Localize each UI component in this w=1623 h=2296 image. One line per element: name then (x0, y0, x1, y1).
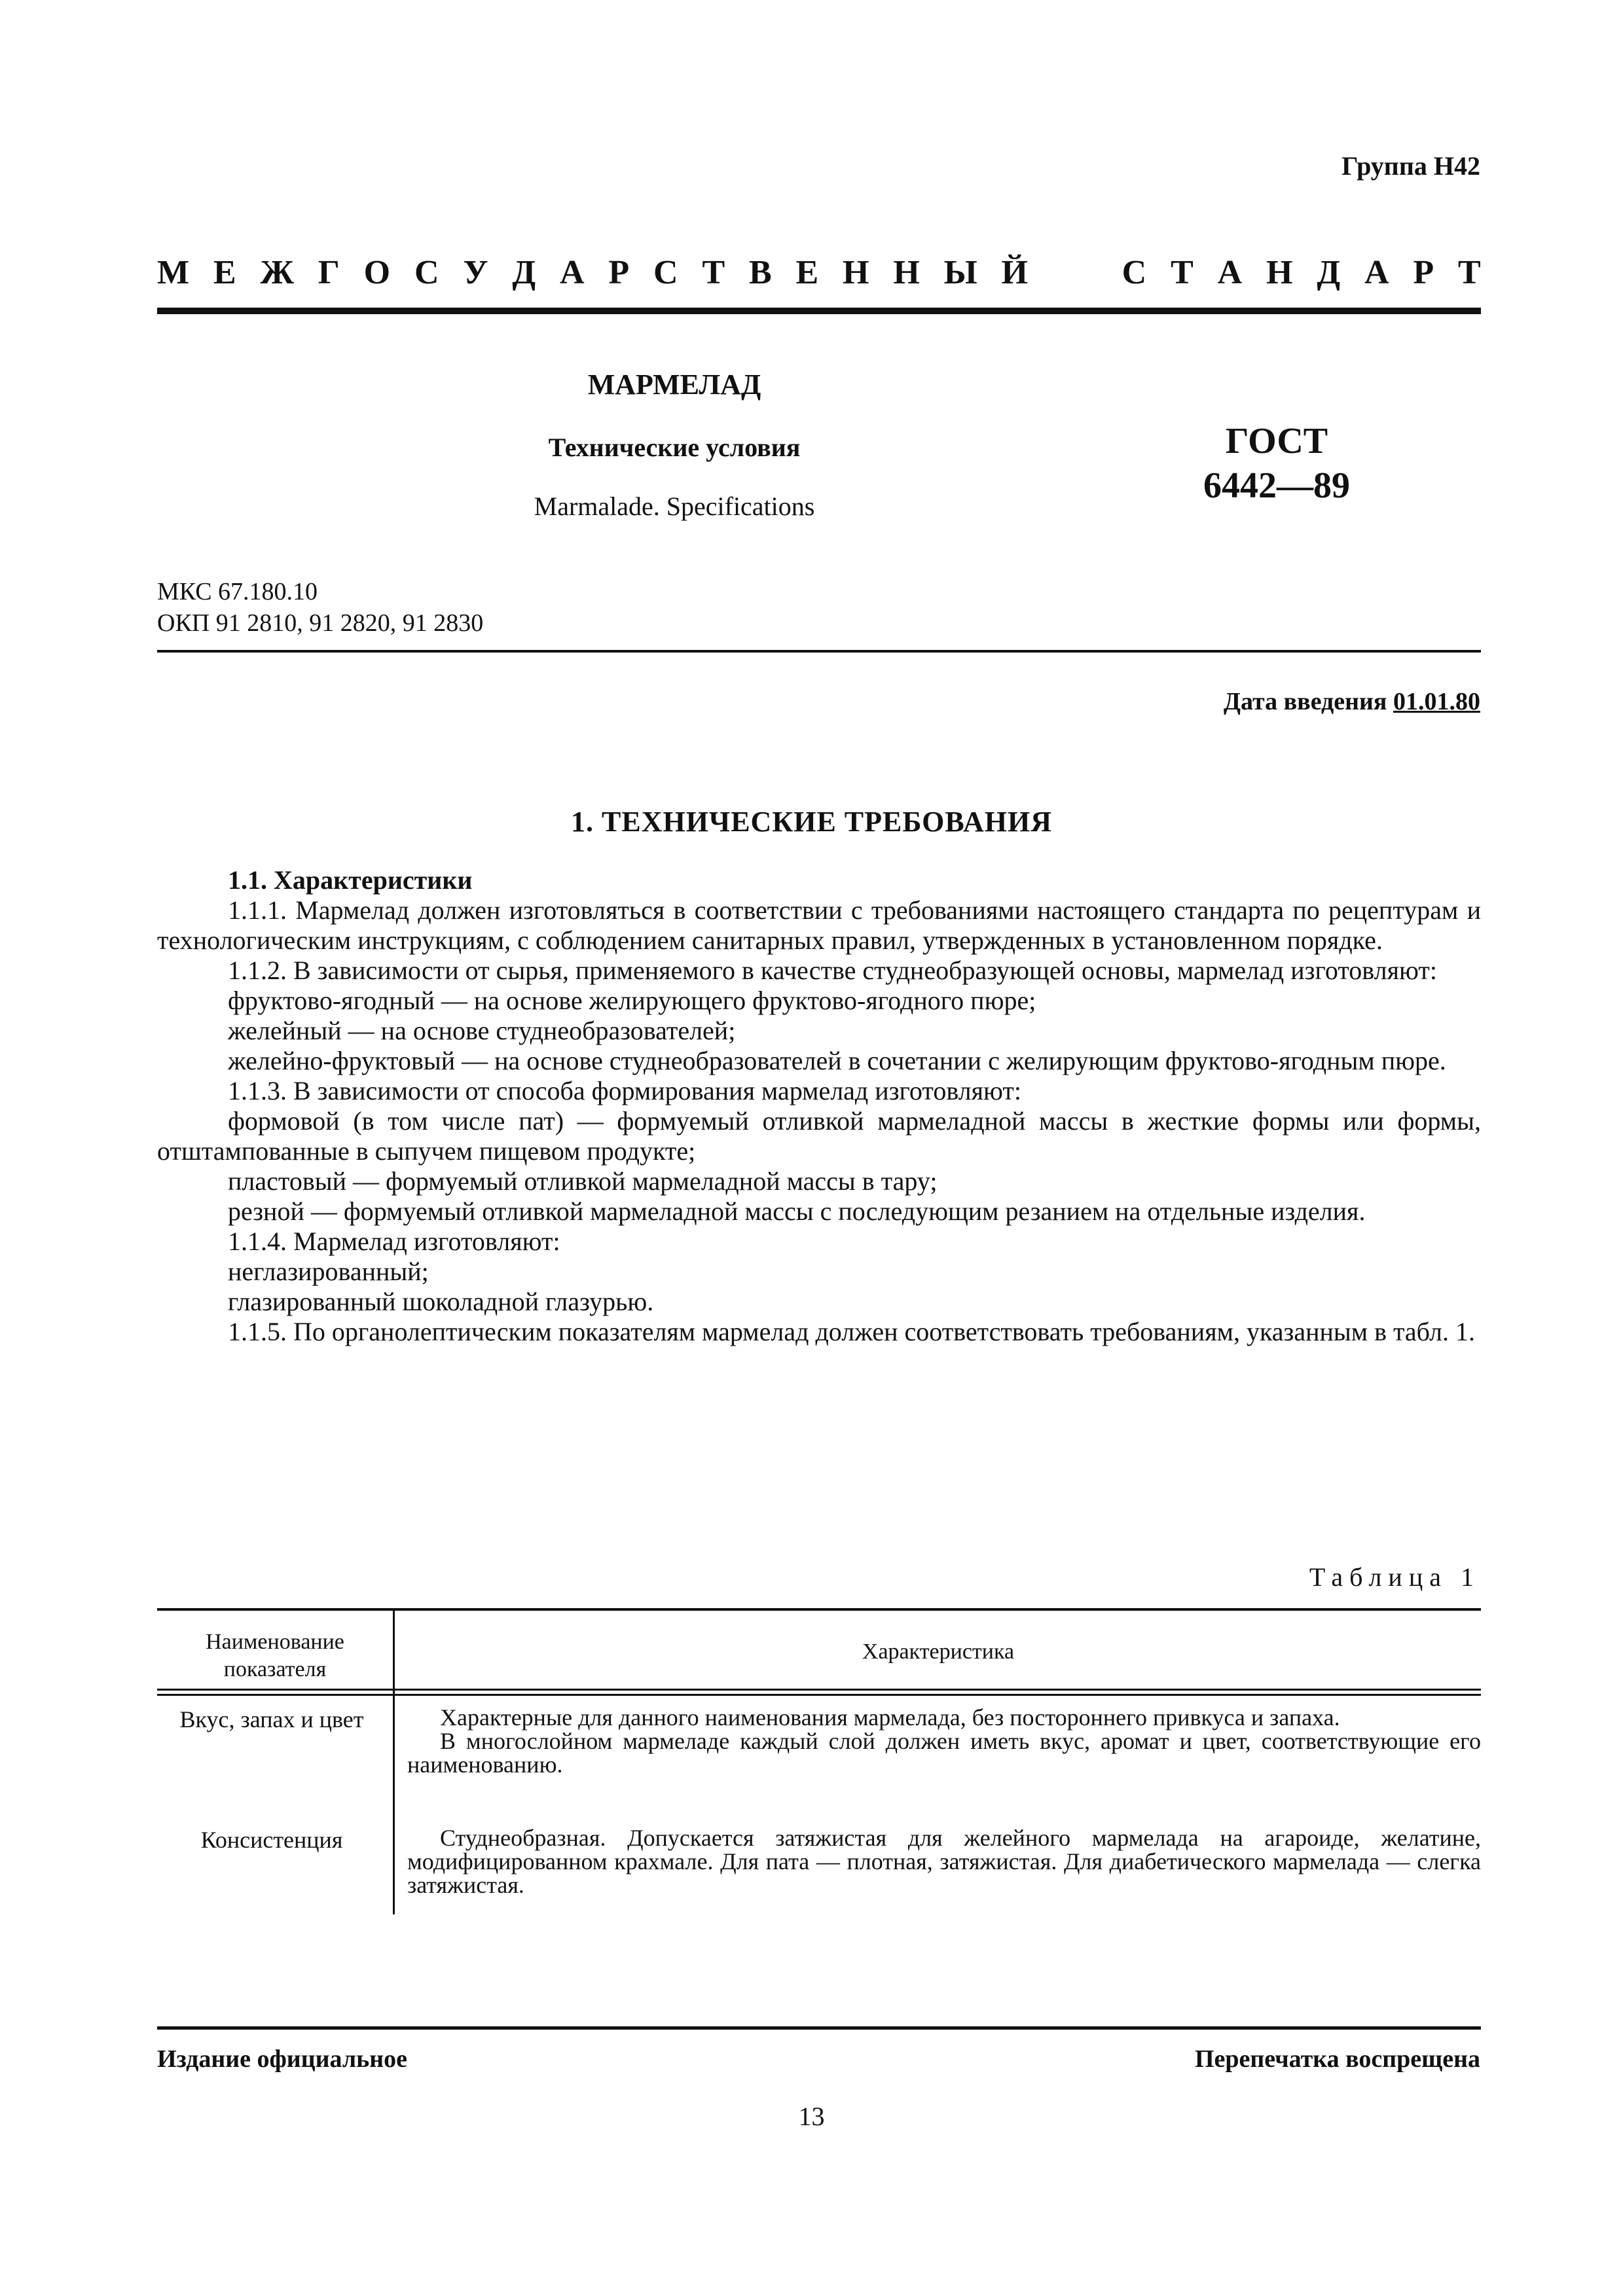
page-number: 13 (798, 2102, 825, 2131)
body-paragraph: резной — формуемый отливкой мармеладной массы с последующим резанием на отдельные изделия. (228, 1196, 1366, 1226)
footer-official-edition: Издание официальное (157, 2045, 408, 2073)
body-paragraph: 1.1.2. В зависимости от сырья, применяемого в качестве студнеобразующей основы, мармелад изготовляют: (228, 956, 1437, 985)
table-header-rule (157, 1694, 1481, 1696)
gost-identifier (1139, 419, 1414, 508)
body-paragraph: желейный — на основе студнеобразователей; (228, 1016, 736, 1045)
banner-letter: А (1364, 253, 1389, 291)
body-paragraph: 1.1.4. Мармелад изготовляют: (228, 1227, 560, 1256)
table-row-text (407, 1706, 1481, 1776)
banner-letter: Г (318, 253, 340, 291)
banner-letter: Е (795, 253, 819, 291)
body-paragraph: глазированный шоколадной глазурью. (228, 1287, 654, 1316)
banner-letter: С (414, 253, 439, 291)
header-divider (157, 308, 1481, 314)
standard-banner (157, 253, 1481, 292)
body-paragraph: 1.1.3. В зависимости от способа формирования мармелад изготовляют: (228, 1076, 1021, 1105)
table-header-indicator: Наименование показателя (206, 1630, 344, 1681)
banner-letter: Н (843, 253, 869, 291)
body-paragraph: формовой (в том числе пат) — формуемый отливкой мармеладной массы в жесткие формы или формы, отштампованные в сыпучем пищевом продукте; (157, 1106, 1481, 1166)
banner-letter: С (653, 253, 678, 291)
table-cell-paragraph: Характерные для данного наименования мармелада, без постороннего привкуса и запаха. (440, 1704, 1340, 1731)
introduction-date (1224, 687, 1480, 716)
document-subtitle: Технические условия (548, 433, 801, 462)
codes-divider (157, 650, 1481, 653)
banner-letter: Н (1266, 253, 1293, 291)
banner-letter: У (463, 253, 488, 291)
document-title: МАРМЕЛАД (587, 368, 761, 401)
banner-letter: Р (608, 253, 630, 291)
introduction-date-label: Дата введения (1223, 688, 1393, 715)
table-header-characteristic: Характеристика (862, 1640, 1015, 1664)
section-body (157, 865, 1481, 1347)
banner-letter: Е (213, 253, 236, 291)
table-row-label: Консистенция (200, 1827, 343, 1853)
body-paragraph: 1.1.5. По органолептическим показателям мармелад должен соответствовать требованиям, указанным в табл. 1. (228, 1317, 1475, 1346)
mks-code: МКС 67.180.10 (157, 578, 318, 605)
banner-letter: Т (1457, 253, 1481, 291)
table-header-rule (157, 1689, 1481, 1691)
document-subtitle-english: Marmalade. Specifications (534, 492, 815, 521)
subsection-heading: 1.1. Характеристики (228, 865, 473, 895)
gost-number: 6442—89 (1203, 465, 1350, 506)
table-caption: Таблица 1 (1309, 1562, 1480, 1592)
body-paragraph: фруктово-ягодный — на основе желирующего фруктово-ягодного пюре; (228, 986, 1036, 1015)
footer-reprint-notice: Перепечатка воспрещена (1194, 2045, 1480, 2073)
banner-letter: Ж (260, 253, 294, 291)
banner-letter: Й (1001, 253, 1028, 291)
banner-letter: В (748, 253, 772, 291)
banner-letter: М (157, 253, 190, 291)
banner-letter: Т (702, 253, 725, 291)
banner-letter: Д (512, 253, 536, 291)
okp-code: ОКП 91 2810, 91 2820, 91 2830 (157, 609, 484, 637)
section-title: 1. ТЕХНИЧЕСКИЕ ТРЕБОВАНИЯ (571, 806, 1052, 838)
footer-divider (157, 2026, 1481, 2030)
banner-letter: А (1217, 253, 1243, 291)
body-paragraph: желейно-фруктовый — на основе студнеобразователей в сочетании с желирующим фруктово-ягодным пюре. (228, 1046, 1446, 1075)
table-cell-paragraph: В многослойном мармеладе каждый слой должен иметь вкус, аромат и цвет, соответствующие его наименованию. (407, 1728, 1481, 1778)
gost-label: ГОСТ (1225, 421, 1328, 461)
body-paragraph: неглазированный; (228, 1257, 429, 1286)
body-paragraph: 1.1.1. Мармелад должен изготовляться в соответствии с требованиями настоящего стандарта по рецептурам и технологическим инструкциям, с соблюдением санитарных правил, утвержденных в установленном порядке. (157, 895, 1481, 955)
table-row-text (407, 1826, 1481, 1897)
banner-letter: Ы (943, 253, 977, 291)
group-label: Группа Н42 (1341, 151, 1480, 181)
table-column-divider (393, 1611, 395, 1914)
banner-letter: О (363, 253, 391, 291)
body-paragraph: пластовый — формуемый отливкой мармеладной массы в тару; (228, 1166, 938, 1196)
table-row-label: Вкус, запах и цвет (179, 1706, 364, 1732)
banner-letter: Д (1317, 253, 1341, 291)
introduction-date-value: 01.01.80 (1393, 688, 1480, 715)
table-top-rule (157, 1608, 1481, 1611)
table-cell-paragraph: Студнеобразная. Допускается затяжистая для желейного мармелада на агароиде, желатине, модифицированном крахмале. Для пата — плотная, затяжистая. Для диабетического мармелада — слегка затяжистая. (407, 1825, 1481, 1898)
banner-letter: Н (893, 253, 920, 291)
banner-letter: Р (1413, 253, 1434, 291)
banner-letter: Т (1171, 253, 1194, 291)
banner-letter: С (1122, 253, 1147, 291)
banner-letter: А (560, 253, 585, 291)
